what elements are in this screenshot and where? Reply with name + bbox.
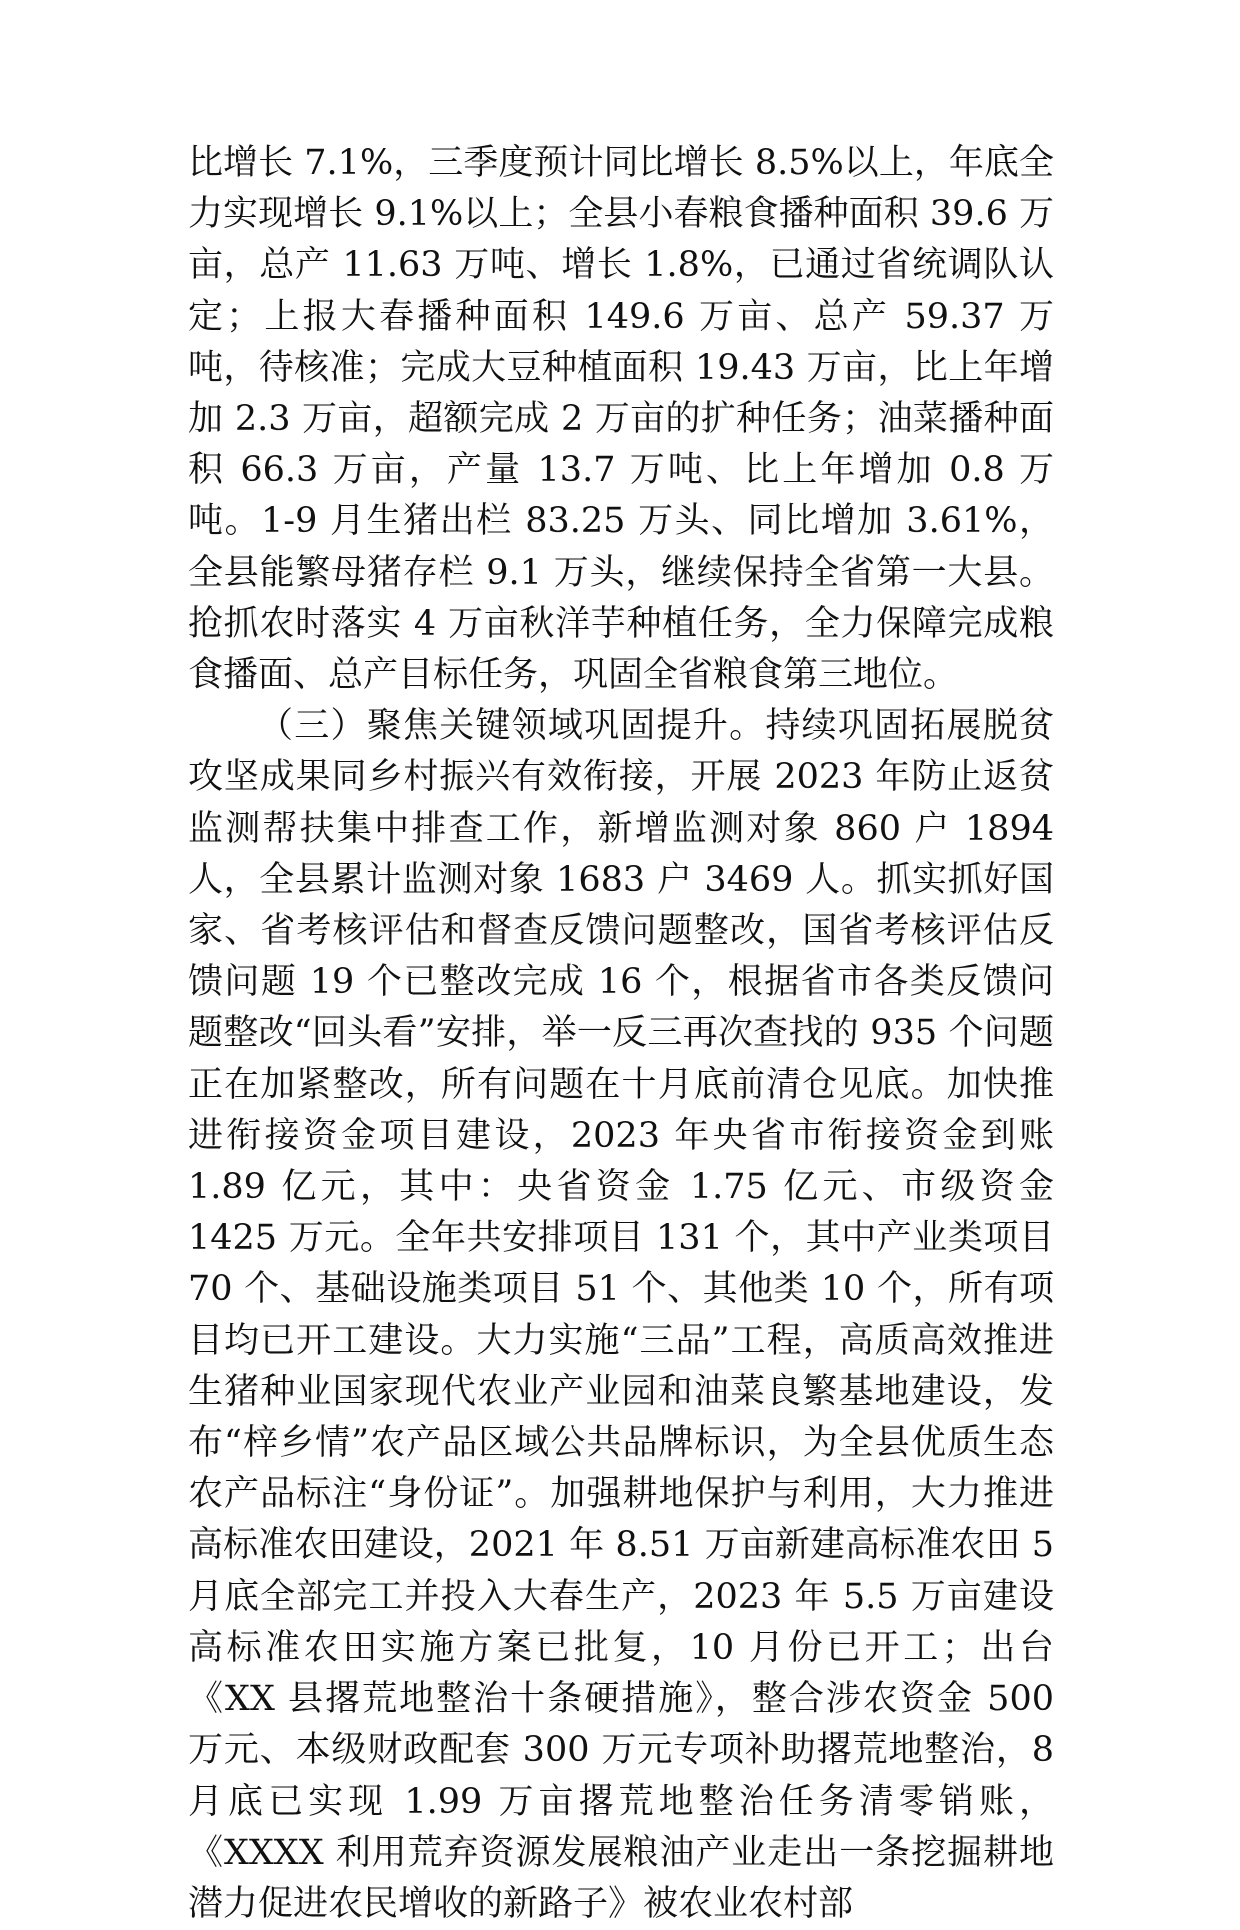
document-body <box>188 138 1054 1930</box>
paragraph-1: 比增长 7.1%，三季度预计同比增长 8.5%以上，年底全力实现增长 9.1%以上；全县小春粮食播种面积 39.6 万亩，总产 11.63 万吨、增长 1.8%，已通过省统调队认定；上报大春播种面积 149.6 万亩、总产 59.37 万吨，待核准；完成大豆种植面积 19.43 万亩，比上年增加 2.3 万亩，超额完成 2 万亩的扩种任务；油菜播种面积 66.3 万亩，产量 13.7 万吨、比上年增加 0.8 万吨。1-9 月生猪出栏 83.25 万头、同比增加 3.61%，全县能繁母猪存栏 9.1 万头，继续保持全省第一大县。抢抓农时落实 4 万亩秋洋芋种植任务，全力保障完成粮食播面、总产目标任务，巩固全省粮食第三地位。 <box>188 143 1054 696</box>
paragraph-2: （三）聚焦关键领域巩固提升。持续巩固拓展脱贫攻坚成果同乡村振兴有效衔接，开展 2023 年防止返贫监测帮扶集中排查工作，新增监测对象 860 户 1894 人，全县累计监测对象 1683 户 3469 人。抓实抓好国家、省考核评估和督查反馈问题整改，国省考核评估反馈问题 19 个已整改完成 16 个，根据省市各类反馈问题整改“回头看”安排，举一反三再次查找的 935 个问题正在加紧整改，所有问题在十月底前清仓见底。加快推进衔接资金项目建设，2023 年央省市衔接资金到账 1.89 亿元，其中：央省资金 1.75 亿元、市级资金 1425 万元。全年共安排项目 131 个，其中产业类项目 70 个、基础设施类项目 51 个、其他类 10 个，所有项目均已开工建设。大力实施“三品”工程，高质高效推进生猪种业国家现代农业产业园和油菜良繁基地建设，发布“梓乡情”农产品区域公共品牌标识，为全县优质生态农产品标注“身份证”。加强耕地保护与利用，大力推进高标准农田建设，2021 年 8.51 万亩新建高标准农田 5 月底全部完工并投入大春生产，2023 年 5.5 万亩建设高标准农田实施方案已批复，10 月份已开工；出台《XX 县撂荒地整治十条硬措施》，整合涉农资金 500 万元、本级财政配套 300 万元专项补助撂荒地整治，8 月底已实现 1.99 万亩撂荒地整治任务清零销账，《XXXX 利用荒弃资源发展粮油产业走出一条挖掘耕地潜力促进农民增收的新路子》被农业农村部 <box>188 706 1054 1924</box>
